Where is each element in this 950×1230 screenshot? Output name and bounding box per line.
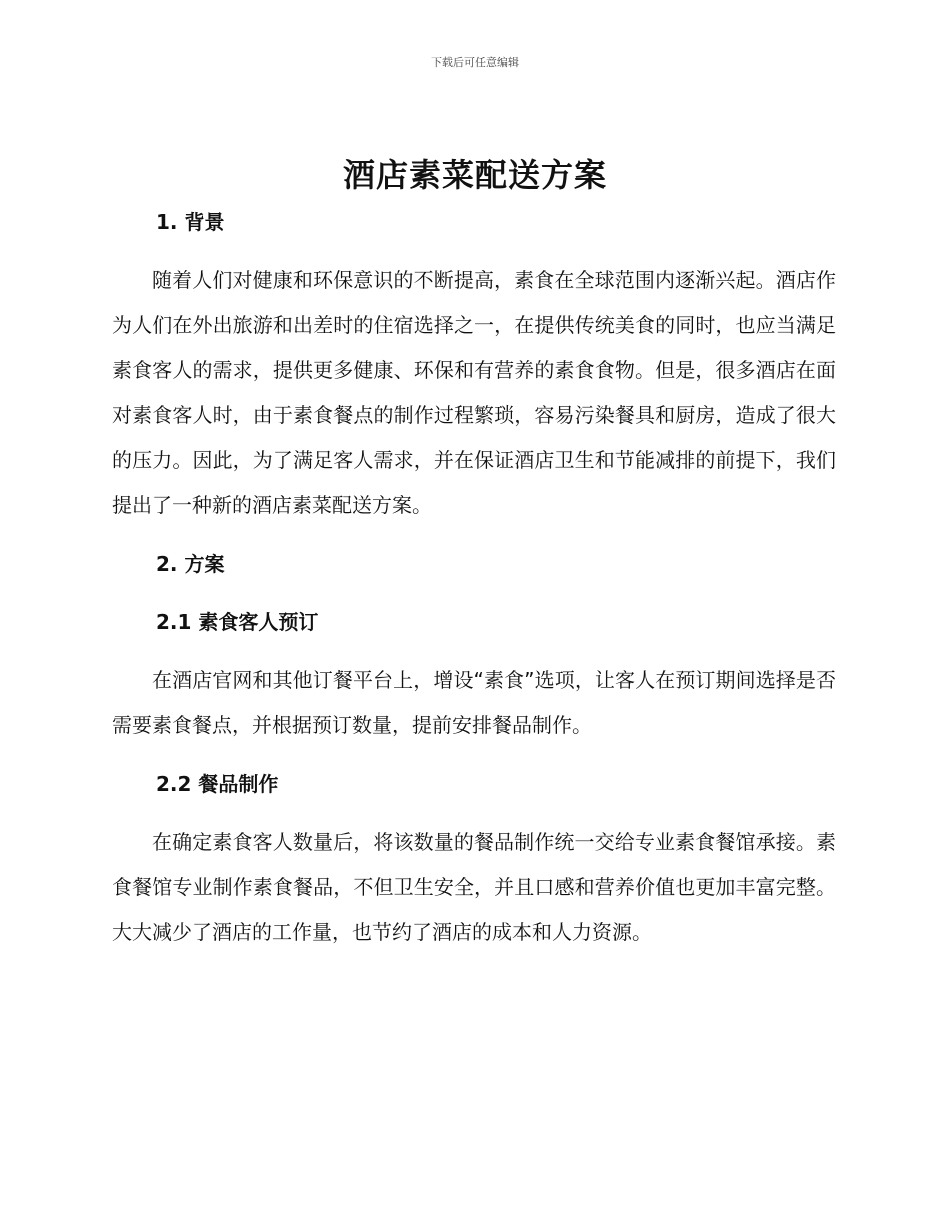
section-heading-background: 1. 背景: [156, 210, 225, 234]
section-heading-vegetarian-booking: 2.1 素食客人预订: [156, 610, 319, 634]
section-heading-meal-production: 2.2 餐品制作: [156, 772, 279, 796]
header-note: 下载后可任意编辑: [431, 56, 519, 69]
background-paragraph: 随着人们对健康和环保意识的不断提高，素食在全球范围内逐渐兴起。酒店作为人们在外出旅游和出差时的住宿选择之一，在提供传统美食的同时，也应当满足素食客人的需求，提供更多健康、环保和有营养的素食食物。但是，很多酒店在面对素食客人时，由于素食餐点的制作过程繁琐，容易污染餐具和厨房，造成了很大的压力。因此，为了满足客人需求，并在保证酒店卫生和节能减排的前提下，我们提出了一种新的酒店素菜配送方案。: [112, 268, 836, 517]
document-body: [112, 200, 836, 955]
meal-production-paragraph: 在确定素食客人数量后，将该数量的餐品制作统一交给专业素食餐馆承接。素食餐馆专业制作素食餐品，不但卫生安全，并且口感和营养价值也更加丰富完整。大大减少了酒店的工作量，也节约了酒店的成本和人力资源。: [112, 830, 836, 944]
page-title: 酒店素菜配送方案: [342, 156, 607, 194]
section-heading-plan: 2. 方案: [156, 552, 225, 576]
vegetarian-booking-paragraph: 在酒店官网和其他订餐平台上，增设“素食”选项，让客人在预订期间选择是否需要素食餐点，并根据预订数量，提前安排餐品制作。: [112, 668, 836, 737]
